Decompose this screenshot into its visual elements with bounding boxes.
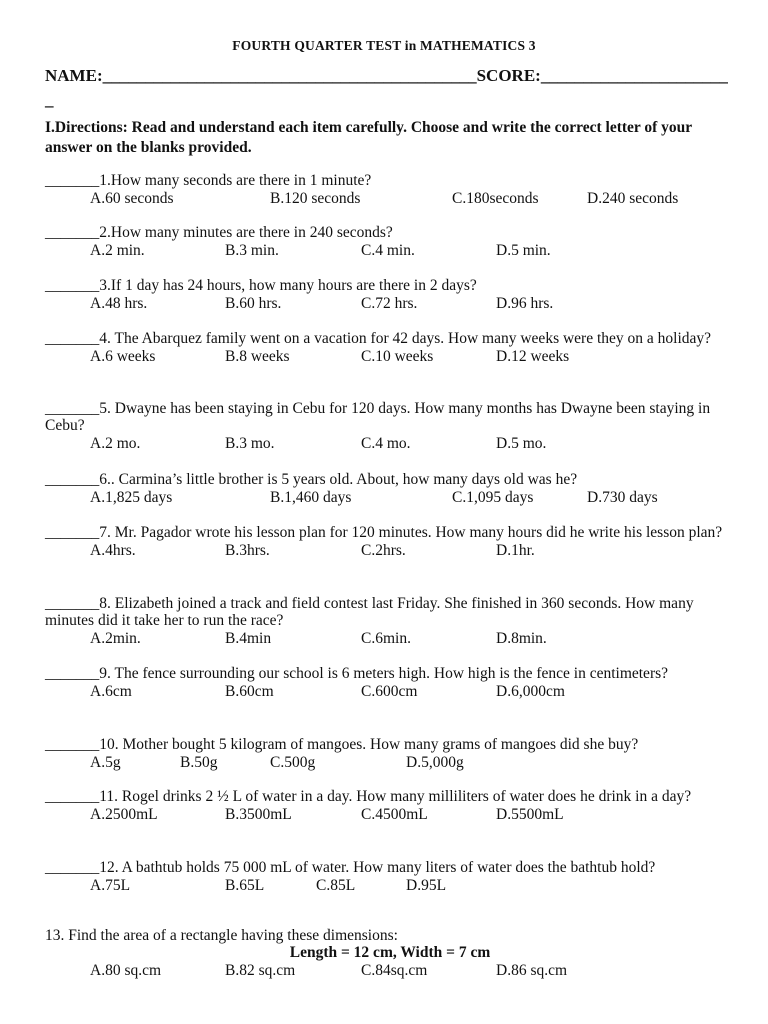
question-stem: _______10. Mother bought 5 kilogram of mangoes. How many grams of mangoes did she buy? bbox=[45, 736, 639, 753]
choice-b: B.65L bbox=[225, 877, 265, 894]
choice-d: D.6,000cm bbox=[496, 683, 565, 700]
choice-c: C.72 hrs. bbox=[361, 295, 418, 312]
choices bbox=[45, 348, 735, 367]
choice-c: C.500g bbox=[270, 754, 316, 771]
choices bbox=[45, 435, 735, 454]
choices bbox=[45, 489, 735, 508]
choice-c: C.4 min. bbox=[361, 242, 415, 259]
choice-c: C.84sq.cm bbox=[361, 962, 428, 979]
question-stem: _______4. The Abarquez family went on a vacation for 42 days. How many weeks were they on a holiday? bbox=[45, 330, 712, 347]
choices bbox=[45, 542, 735, 561]
question-11 bbox=[45, 788, 735, 825]
choice-d: D.5 mo. bbox=[496, 435, 547, 452]
choices bbox=[45, 630, 735, 649]
choice-d: D.5,000g bbox=[406, 754, 464, 771]
directions: I.Directions: Read and understand each item carefully. Choose and write the correct letter of your answer on the blanks provided. bbox=[45, 119, 692, 156]
question-stem: _______9. The fence surrounding our school is 6 meters high. How high is the fence in centimeters? bbox=[45, 665, 669, 682]
name-score-line: NAME:____________________________________________SCORE:______________________ bbox=[45, 66, 728, 85]
choices bbox=[45, 877, 735, 896]
choice-c: C.1,095 days bbox=[452, 489, 534, 506]
choice-d: D.5500mL bbox=[496, 806, 564, 823]
question-stem: _______12. A bathtub holds 75 000 mL of water. How many liters of water does the bathtub hold? bbox=[45, 859, 656, 876]
choice-b: B.8 weeks bbox=[225, 348, 290, 365]
choice-b: B.4min bbox=[225, 630, 272, 647]
question-7 bbox=[45, 524, 735, 561]
rectangle-dimensions: Length = 12 cm, Width = 7 cm bbox=[289, 944, 491, 961]
choice-b: B.120 seconds bbox=[270, 190, 361, 207]
choice-c: C.180seconds bbox=[452, 190, 539, 207]
choice-d: D.96 hrs. bbox=[496, 295, 554, 312]
choice-d: D.8min. bbox=[496, 630, 547, 647]
choice-b: B.3 mo. bbox=[225, 435, 275, 452]
question-stem: _______7. Mr. Pagador wrote his lesson plan for 120 minutes. How many hours did he write his lesson plan? bbox=[45, 524, 723, 541]
question-3 bbox=[45, 277, 735, 314]
question-1 bbox=[45, 172, 735, 209]
question-stem: 13. Find the area of a rectangle having these dimensions: bbox=[45, 927, 398, 944]
question-10 bbox=[45, 736, 735, 773]
question-stem: _______8. Elizabeth joined a track and field contest last Friday. She finished in 360 seconds. How many minutes did it take her to run the race? bbox=[45, 595, 694, 629]
choices bbox=[45, 242, 735, 261]
choice-a: A.2 mo. bbox=[90, 435, 141, 452]
choice-a: A.48 hrs. bbox=[90, 295, 148, 312]
choice-a: A.60 seconds bbox=[90, 190, 174, 207]
choice-d: D.12 weeks bbox=[496, 348, 570, 365]
choice-b: B.82 sq.cm bbox=[225, 962, 296, 979]
question-2 bbox=[45, 224, 735, 261]
question-stem: _______6.. Carmina’s little brother is 5 years old. About, how many days old was he? bbox=[45, 471, 578, 488]
name-score-line-continuation: _ bbox=[45, 90, 54, 109]
choice-a: A.2500mL bbox=[90, 806, 158, 823]
choice-b: B.50g bbox=[180, 754, 218, 771]
question-stem: _______1.How many seconds are there in 1 minute? bbox=[45, 172, 372, 189]
choice-a: A.80 sq.cm bbox=[90, 962, 162, 979]
choice-b: B.1,460 days bbox=[270, 489, 352, 506]
question-stem: _______3.If 1 day has 24 hours, how many hours are there in 2 days? bbox=[45, 277, 477, 294]
choices bbox=[45, 190, 735, 209]
choice-d: D.5 min. bbox=[496, 242, 551, 259]
choice-b: B.3hrs. bbox=[225, 542, 270, 559]
choice-a: A.4hrs. bbox=[90, 542, 136, 559]
choice-d: D.86 sq.cm bbox=[496, 962, 568, 979]
choice-a: A.2min. bbox=[90, 630, 141, 647]
question-6 bbox=[45, 471, 735, 508]
choice-a: A.2 min. bbox=[90, 242, 145, 259]
choices bbox=[45, 295, 735, 314]
choice-b: B.60cm bbox=[225, 683, 274, 700]
question-5 bbox=[45, 400, 735, 454]
choice-c: C.600cm bbox=[361, 683, 418, 700]
choices bbox=[45, 962, 735, 981]
question-stem: _______11. Rogel drinks 2 ½ L of water in a day. How many milliliters of water does he drink in a day? bbox=[45, 788, 692, 805]
question-stem: _______5. Dwayne has been staying in Cebu for 120 days. How many months has Dwayne been staying in Cebu? bbox=[45, 400, 711, 434]
choices bbox=[45, 806, 735, 825]
choice-c: C.6min. bbox=[361, 630, 411, 647]
choice-c: C.4 mo. bbox=[361, 435, 411, 452]
question-stem: _______2.How many minutes are there in 240 seconds? bbox=[45, 224, 393, 241]
choice-a: A.1,825 days bbox=[90, 489, 173, 506]
choice-d: D.95L bbox=[406, 877, 447, 894]
choice-a: A.6cm bbox=[90, 683, 132, 700]
choice-b: B.3 min. bbox=[225, 242, 279, 259]
choice-c: C.10 weeks bbox=[361, 348, 434, 365]
choice-a: A.75L bbox=[90, 877, 131, 894]
choice-c: C.85L bbox=[316, 877, 356, 894]
choice-d: D.240 seconds bbox=[587, 190, 679, 207]
choice-d: D.1hr. bbox=[496, 542, 535, 559]
question-9 bbox=[45, 665, 735, 702]
choice-c: C.2hrs. bbox=[361, 542, 406, 559]
test-title: FOURTH QUARTER TEST in MATHEMATICS 3 bbox=[232, 38, 536, 53]
choice-c: C.4500mL bbox=[361, 806, 428, 823]
choices bbox=[45, 754, 735, 773]
choice-a: A.6 weeks bbox=[90, 348, 156, 365]
choices bbox=[45, 683, 735, 702]
choice-a: A.5g bbox=[90, 754, 121, 771]
choice-b: B.3500mL bbox=[225, 806, 292, 823]
choice-d: D.730 days bbox=[587, 489, 658, 506]
question-4 bbox=[45, 330, 735, 367]
question-8 bbox=[45, 595, 735, 649]
choice-b: B.60 hrs. bbox=[225, 295, 282, 312]
question-13 bbox=[45, 927, 735, 981]
question-12 bbox=[45, 859, 735, 896]
